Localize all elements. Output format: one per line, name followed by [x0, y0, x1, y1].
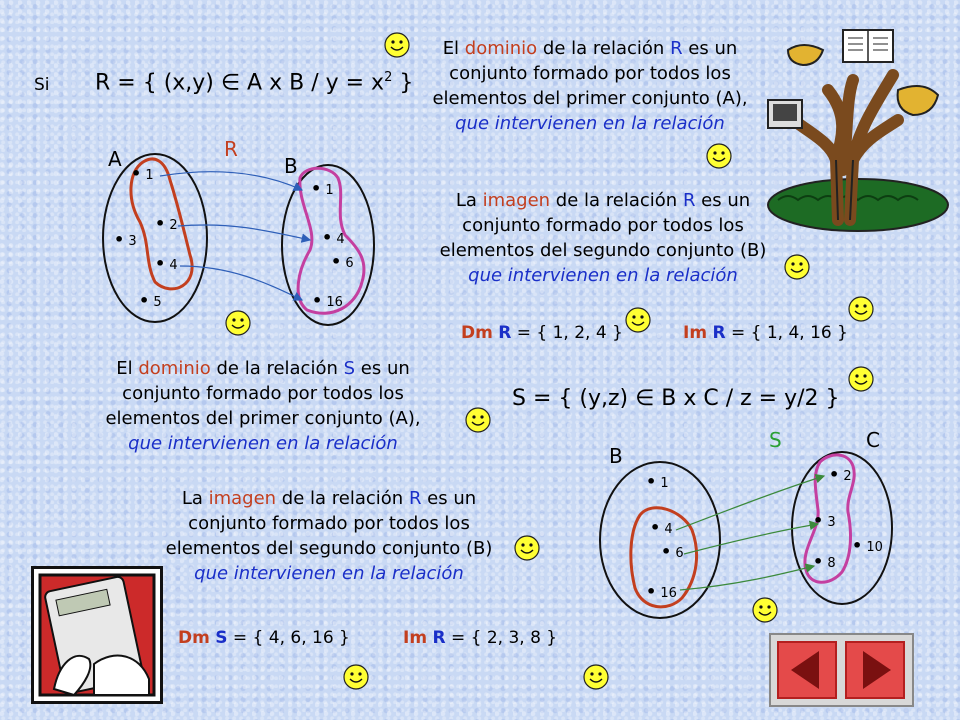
arrow-4-to-16: [180, 266, 302, 300]
relation-name: S: [343, 358, 356, 379]
set-B-ellipse: [282, 165, 374, 325]
dm-S-set: [178, 628, 350, 648]
set-A-element: [139, 291, 162, 310]
italic-text: que intervienen en la relación: [128, 433, 398, 454]
dm-label: Dm: [178, 628, 210, 648]
element-value: 10: [866, 540, 883, 555]
tree-clipart: [758, 20, 948, 236]
bullet: •: [661, 542, 672, 561]
arrow-16-to-8: [680, 566, 814, 590]
set-B-label-2: B: [609, 444, 623, 468]
arrow-right-icon: [847, 643, 903, 697]
smiley-icon[interactable]: [752, 597, 778, 623]
dm-label: Dm: [461, 323, 493, 343]
next-button[interactable]: [845, 641, 905, 699]
smiley-icon[interactable]: [343, 664, 369, 690]
domain-R-outline: [131, 159, 192, 289]
element-value: 3: [128, 234, 137, 249]
im-S-set: [403, 628, 557, 648]
element-value: 6: [675, 546, 684, 561]
element-of-symbol: ∈: [635, 386, 655, 411]
bullet: •: [650, 518, 661, 537]
bullet: •: [155, 214, 166, 233]
element-value: 1: [145, 168, 154, 183]
exponent: 2: [384, 70, 393, 85]
dominio-keyword: dominio: [138, 358, 211, 379]
eq-part: S = { (y,z): [512, 386, 636, 411]
element-value: 6: [345, 256, 354, 271]
smiley-icon[interactable]: [384, 32, 410, 58]
text: de la relación: [550, 190, 683, 211]
set-B-ellipse-2: [600, 462, 720, 618]
smiley-icon[interactable]: [514, 535, 540, 561]
relation-name: R: [670, 38, 683, 59]
im-R-set: [683, 323, 848, 343]
relation-name: R: [712, 323, 726, 343]
image-S-outline: [805, 455, 854, 582]
element-value: 1: [660, 476, 669, 491]
set-C-element: [852, 536, 883, 555]
set-B-element: [312, 291, 343, 310]
set-C-label: C: [866, 428, 880, 452]
text: de la relación: [276, 488, 409, 509]
arrow-2-to-4: [178, 225, 310, 240]
eq-part: R = { (x,y): [95, 70, 221, 96]
calculator-clipart: [31, 566, 163, 704]
set-A-label: A: [108, 147, 122, 171]
smiley-icon[interactable]: [583, 664, 609, 690]
element-value: 16: [326, 295, 343, 310]
bullet: •: [155, 254, 166, 273]
si-label: Si: [34, 75, 50, 95]
relation-R-equation: [95, 70, 413, 95]
nav-button-panel: [769, 633, 914, 707]
bullet: •: [114, 230, 125, 249]
bullet: •: [813, 552, 824, 571]
arrow-4-to-2: [676, 476, 824, 530]
smiley-icon[interactable]: [706, 143, 732, 169]
text: La: [181, 488, 209, 509]
set-A-element: [114, 230, 137, 249]
image-R-outline: [298, 168, 364, 313]
dominio-keyword: dominio: [464, 38, 538, 59]
smiley-icon[interactable]: [465, 407, 491, 433]
im-label: Im: [403, 628, 428, 648]
text: El: [116, 358, 139, 379]
bullet: •: [139, 291, 150, 310]
imagen-S-paragraph: [164, 486, 494, 586]
element-value: 3: [827, 515, 836, 530]
set-values: = { 1, 4, 16 }: [725, 323, 848, 343]
set-C-element: [813, 552, 836, 571]
bullet: •: [312, 291, 323, 310]
text: La: [455, 190, 483, 211]
element-value: 16: [660, 586, 677, 601]
bullet: •: [311, 179, 322, 198]
set-A-ellipse: [103, 154, 207, 322]
eq-part: }: [392, 70, 414, 96]
italic-text: que intervienen en la relación: [455, 113, 725, 134]
bullet: •: [829, 465, 840, 484]
relation-name: S: [215, 628, 228, 648]
text: de la relación: [537, 38, 671, 59]
relation-name: R: [682, 190, 696, 211]
arrow-1-to-1: [160, 172, 302, 190]
set-B-label: B: [284, 154, 298, 178]
eq-part: B x C / z = y/2 }: [654, 386, 840, 411]
set-B-element: [331, 252, 354, 271]
set-A-element: [155, 254, 178, 273]
set-C-element: [813, 511, 836, 530]
imagen-keyword: imagen: [482, 190, 551, 211]
set-A-element: [131, 164, 154, 183]
bullet: •: [322, 228, 333, 247]
set-A-element: [155, 214, 178, 233]
tree-icon: [758, 20, 948, 236]
element-value: 5: [153, 295, 162, 310]
smiley-icon[interactable]: [784, 254, 810, 280]
text: es un conjunto formado por todos los elementos del segundo conjunto (B): [439, 190, 767, 261]
relation-R-label: R: [224, 137, 238, 161]
relation-S-label: S: [769, 428, 782, 452]
smiley-icon[interactable]: [848, 296, 874, 322]
eq-part: A x B / y = x: [240, 70, 385, 96]
set-B2-element: [650, 518, 673, 537]
domain-S-outline: [631, 508, 697, 607]
bullet: •: [131, 164, 142, 183]
relation-S-equation: [512, 386, 840, 411]
dominio-S-paragraph: [98, 356, 428, 456]
italic-text: que intervienen en la relación: [194, 563, 464, 584]
imagen-keyword: imagen: [208, 488, 277, 509]
dm-R-set: [461, 323, 623, 343]
element-value: 4: [169, 258, 178, 273]
element-value: 2: [169, 218, 178, 233]
set-B-element: [322, 228, 345, 247]
set-values: = { 4, 6, 16 }: [227, 628, 350, 648]
set-B2-element: [646, 582, 677, 601]
smiley-icon[interactable]: [225, 310, 251, 336]
text: El: [442, 38, 465, 59]
smiley-icon[interactable]: [848, 366, 874, 392]
element-value: 4: [336, 232, 345, 247]
element-value: 2: [843, 469, 852, 484]
imagen-R-paragraph: [438, 188, 768, 288]
bullet: •: [646, 582, 657, 601]
element-value: 4: [664, 522, 673, 537]
im-label: Im: [683, 323, 708, 343]
text: es un conjunto formado por todos los elementos del segundo conjunto (B): [165, 488, 493, 559]
bullet: •: [852, 536, 863, 555]
previous-button[interactable]: [777, 641, 837, 699]
relation-name: R: [408, 488, 422, 509]
relation-name: R: [498, 323, 512, 343]
set-C-element: [829, 465, 852, 484]
text: es un conjunto formado por todos los elementos del primer conjunto (A),: [105, 358, 421, 429]
set-B2-element: [646, 472, 669, 491]
dominio-R-paragraph: [432, 36, 748, 136]
set-values: = { 1, 2, 4 }: [511, 323, 623, 343]
set-C-ellipse: [792, 452, 892, 604]
calculator-icon: [34, 569, 160, 701]
element-value: 1: [325, 183, 334, 198]
text: es un conjunto formado por todos los elementos del primer conjunto (A),: [432, 38, 748, 109]
element-value: 8: [827, 556, 836, 571]
bullet: •: [331, 252, 342, 271]
text: de la relación: [210, 358, 344, 379]
relation-name: R: [432, 628, 446, 648]
smiley-icon[interactable]: [625, 307, 651, 333]
italic-text: que intervienen en la relación: [468, 265, 738, 286]
set-values: = { 2, 3, 8 }: [445, 628, 558, 648]
bullet: •: [646, 472, 657, 491]
set-B2-element: [661, 542, 684, 561]
arrow-6-to-3: [684, 524, 818, 554]
bullet: •: [813, 511, 824, 530]
arrow-left-icon: [779, 643, 835, 697]
set-B-element: [311, 179, 334, 198]
element-of-symbol: ∈: [220, 70, 241, 96]
